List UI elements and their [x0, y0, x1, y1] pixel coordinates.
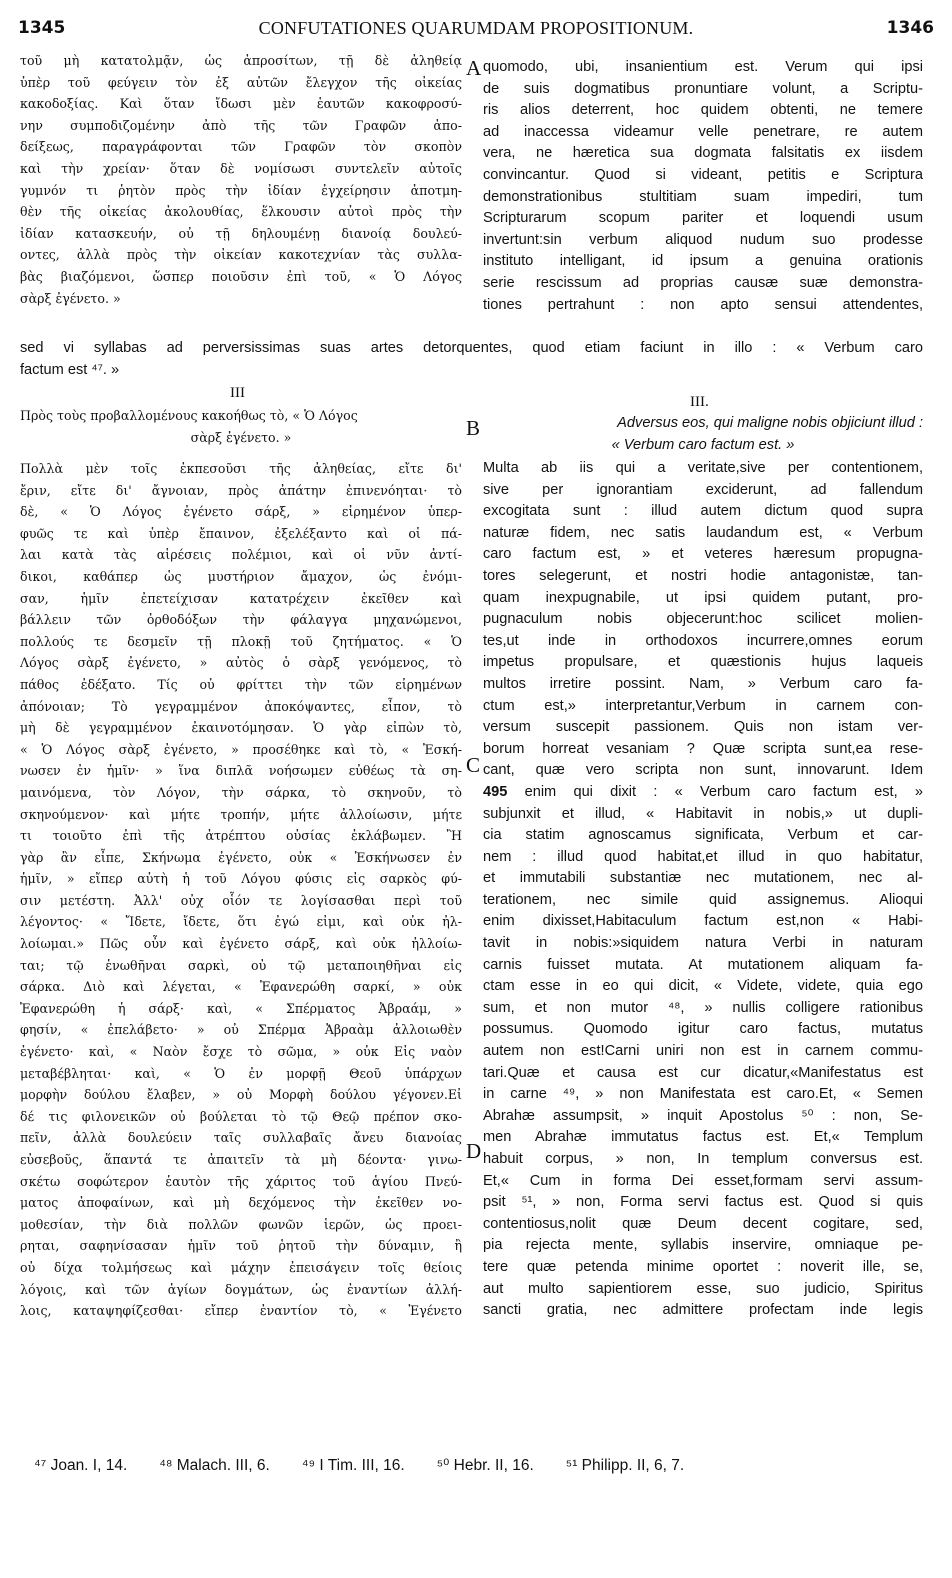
greek-text-line: σὰρξ ἐγένετο. » [20, 290, 121, 306]
greek-text-line: ται; τῷ ἑνωθῆναι σαρκὶ, οὐ τῷ μεταποιηθῆναι εἰς [20, 957, 462, 973]
latin-title-line: « Verbum caro factum est. » [611, 436, 795, 453]
latin-text-line: cia statim agnoscamus significata, Verbum et car- [483, 827, 923, 844]
greek-text-line: βάλλειν τῶν ὀρθοδόξων τὴν φάλαγγα μηχανώμενοι, [20, 612, 462, 628]
greek-text-line: μὴ δὲ γεγραμμένον ἐκαινοτόμησαν. Ὁ γὰρ εἰπὼν τὸ, [20, 720, 462, 736]
latin-text-line: possumus. Quomodo igitur caro factus, mutatus [483, 1021, 923, 1038]
footnote: ⁵⁰ Hebr. II, 16. [436, 1457, 534, 1474]
latin-section-number: III. [690, 394, 709, 410]
greek-text-line: πεῖν, ἀλλὰ δουλεύειν ταῖς συλλαβαῖς ἄνευ διανοίας [20, 1130, 462, 1146]
greek-text-line: σάρκα. Διὸ καὶ λέγεται, « Ἐφανερώθη σαρκί, » οὐκ [20, 979, 462, 995]
latin-text-line: tores selegerunt, et nostri hodie antagonistæ, tan- [483, 567, 923, 584]
full-text-line: sed vi syllabas ad perversissimas suas artes detorquentes, quod etiam faciunt in illo : « Verbum caro [20, 340, 923, 356]
greek-text-line: γυμνόν τι ῥητὸν πρὸς τὴν ἰδίαν ἐγχείρησιν ἀποτμη- [20, 182, 462, 198]
greek-text-line: εὐσεβοῦς, ἅπαντά τε ἀπαιτεῖν τὰ μὴ δέοντα· γινω- [20, 1152, 462, 1167]
latin-text-line: instituto intelligant, id ipsum a genuina orationis [483, 253, 923, 270]
latin-text-line: Abrahæ assumpsit, » inquit Apostolus ⁵⁰ : non, Se- [483, 1107, 923, 1124]
latin-text-line: convincantur. Quod si videant, petitis e Scriptura [483, 166, 923, 183]
greek-text-line: δικοι, καθάπερ ὡς μυστήριον ἄμαχον, ὡς ἐνόμι- [20, 568, 462, 584]
greek-text-line: φησίν, « ἐπελάβετο· » οὐ Σπέρμα Ἀβραὰμ ἀλλοιωθὲν [20, 1022, 462, 1038]
greek-text-line: ἀπόνοιαν; Τὸ γεγραμμένον ἀποκόψαντες, εἶπον, τὸ [20, 698, 462, 714]
latin-text-line: serie rescissum ad proprias causæ suæ demonstra- [483, 274, 923, 291]
footnote: ⁴⁸ Malach. III, 6. [159, 1457, 270, 1474]
left-page-number: 1345 [18, 18, 66, 38]
page-header [18, 18, 934, 44]
margin-marker-c: C [466, 753, 481, 777]
latin-text-line: caro factum est, » et veteres hæresum propugna- [483, 546, 923, 563]
running-title: CONFUTATIONES QUARUMDAM PROPOSITIONUM. [258, 18, 694, 38]
latin-text-line: Multa ab iis qui a veritate,sive per contentionem, [483, 460, 923, 476]
latin-text-line: demonstrationibus stultitiam suam impediri, tum [483, 188, 923, 205]
greek-section-number: III [230, 385, 245, 401]
greek-text-line: μορφὴν δούλου ἔλαβεν, » οὐ Μορφὴ δούλου γέγονεν.Εἰ [20, 1087, 462, 1103]
latin-section-title [483, 413, 923, 456]
greek-column-body [20, 458, 462, 1322]
greek-section-title [20, 405, 462, 448]
column-number: 495 [483, 783, 508, 800]
greek-text-line: οντες, ἀλλὰ πρὸς τὴν οἰκείαν κακοτεχνίαν τὰς συλλα- [20, 247, 462, 263]
latin-text-line: carnis fuisset mutata. At mutationem aliquam fa- [483, 956, 923, 973]
latin-text-line: sum, et non mutor ⁴⁸, » nullis colligere rationibus [483, 999, 923, 1016]
greek-text-line: λοις, καταψηφίζεσθαι· εἴπερ ἐναντίον τὸ, « Ἐγένετο [20, 1303, 462, 1319]
latin-text-line: de suis dogmatibus pronuntiare volunt, a Scriptu- [483, 80, 923, 97]
latin-text-line: aut multo sapientiorem esse, suo judicio, Spiritus [483, 1280, 923, 1297]
greek-text-line: Πολλὰ μὲν τοῖς ἐκπεσοῦσι τῆς ἀληθείας, εἴτε δι' [20, 461, 462, 476]
greek-text-line: καὶ τὴν χρείαν· ὅταν δὲ νομίσωσι συντελεῖν αὐτοῖς [20, 160, 462, 176]
latin-text-line: versum suscepit passionem. Quis non istam ver- [483, 719, 923, 736]
latin-text-line: tiones pertrahunt : non apto sensui attendentes, [483, 296, 923, 313]
greek-text-line: σκηνούμενον· καὶ μήτε τροπήν, μήτε ἀλλοίωσιν, μήτε [20, 806, 462, 822]
latin-text-line: enim dixisset,Habitaculum factum est,non « Habi- [483, 913, 923, 930]
greek-text-line: τι τοιοῦτο ἐπὶ τῆς ἀτρέπτου οὐσίας ἐκλάβωμεν. Ἢ [20, 828, 462, 844]
footnotes [34, 1456, 914, 1475]
latin-text-line: invertunt:sin verbum aliquod nudum suo prodesse [483, 231, 923, 248]
latin-text-line: ctam esse in eo qui dicit, « Videte, videte, quia ego [483, 978, 923, 995]
latin-text-line: habuit corpus, » non, In templum conversus est. [483, 1151, 923, 1167]
latin-text-line: subjunxit et illud, « Habitavit in nobis,» ut dupli- [483, 805, 923, 822]
greek-text-line: ρηται, σαφηνίσασαν ἡμῖν τοῦ ῥητοῦ τὴν δύναμιν, ἢ [20, 1238, 462, 1254]
latin-text-line: vera, ne hæretica sua dogmata falsitatis ex iisdem [483, 145, 923, 162]
greek-text-line: μαινόμενα, τὸν Λόγον, τὴν σάρκα, τὸ σκηνοῦν, τὸ [20, 784, 462, 800]
greek-text-line: δέ τις φιλονεικῶν οὐ βούλεται τὸ τῷ Θεῷ πρέπον σκο- [20, 1108, 462, 1124]
margin-marker-a: A [466, 56, 482, 80]
latin-text-line: men Abrahæ immutatus factus est. Et,« Templum [483, 1129, 923, 1146]
latin-text-line: tes,ut inde in orthodoxos incurrere,omnes eorum [483, 632, 923, 649]
greek-text-line: θὲν τῆς οἰκείας ἀκολουθίας, ἕλκουσιν αὐτοὶ πρὸς τὴν [20, 204, 462, 220]
latin-text-line: quam inexpugnabile, ut ipsi quidem putant, pro- [483, 589, 923, 606]
greek-title-line: Πρὸς τοὺς προβαλλομένους κακοήθως τὸ, « Ὁ Λόγος [20, 408, 358, 423]
greek-text-line: τοῦ μὴ κατατολμᾷν, ὡς ἀπροσίτων, τῇ δὲ ἀληθείᾳ [20, 53, 462, 68]
greek-text-line: μοθεσίαν, τὴν διὰ πολλῶν φωνῶν ἱερῶν, ὡς προει- [20, 1216, 462, 1232]
latin-title-line: Adversus eos, qui maligne nobis objiciunt illud : [617, 415, 923, 431]
latin-text-line: impetus propulsare, et quæstionis hujus laqueis [483, 654, 923, 671]
greek-text-line: πολλούς τε δεσμεῖν τῇ πλοκῇ τοῦ ζητήματος. « Ὁ [20, 633, 462, 649]
greek-text-line: βὰς βιαζόμενοι, ὥσπερ ποιοῦσιν ἐπὶ τοῦ, « Ὁ Λόγος [20, 268, 462, 284]
greek-text-line: λέγοντος· « Ἴδετε, ἴδετε, ὅτι ἐγώ εἰμι, καὶ οὐκ ἠλ- [20, 914, 462, 930]
full-text-line: factum est ⁴⁷. » [20, 361, 120, 378]
margin-marker-b: B [466, 416, 481, 440]
latin-column-body [483, 458, 923, 1322]
greek-text-line: ἰδίαν κατασκευήν, οὐ τῇ δηλουμένῃ διανοίᾳ δουλεύ- [20, 225, 462, 241]
latin-text-line: ad inaccessa videamur velle penetrare, re autem [483, 123, 923, 140]
latin-text-line: contentiosus,nolit quæ Deum decent cogitare, sed, [483, 1215, 923, 1232]
greek-text-line: κακοδοξίας. Καὶ ὅταν ἴδωσι μὲν ἑαυτῶν κακοφροσύ- [20, 96, 462, 112]
margin-marker-d: D [466, 1139, 482, 1163]
greek-text-line: γὰρ ἂν εἶπε, Σκήνωμα ἐγένετο, οὐκ « Ἐσκήνωσεν ἐν [20, 849, 462, 865]
latin-text-line: terationem, nec simile quid assignemus. Alioqui [483, 891, 923, 908]
footnote: ⁴⁹ I Tim. III, 16. [301, 1457, 405, 1474]
greek-text-line: νην συμποδιζομένην ἀπὸ τῆς τῶν Γραφῶν ἀπο- [20, 117, 462, 133]
latin-text-line: sive per ignorantiam exciderunt, ad fallendum [483, 481, 923, 498]
latin-text-line: tere quæ petenda minime oportet : noverit ille, se, [483, 1258, 923, 1275]
latin-text-line: sancti gratia, nec admittere profectam inde legis [483, 1302, 923, 1319]
greek-text-line: λοίωμαι.» Πῶς οὖν καὶ ἐγένετο σάρξ, καὶ οὐκ ἠλλοίω- [20, 936, 462, 952]
greek-text-line: φυῶς τε καὶ ὑπὲρ ἔπαινον, ἐξελέξαντο καὶ οἱ πά- [20, 525, 462, 541]
greek-column-top [20, 50, 462, 309]
greek-text-line: οὐ δίχα τολμήσεως καὶ μάχην ἐπεισάγειν τοῖς θείοις [20, 1259, 462, 1275]
greek-text-line: ἔριν, εἴτε δι' ἄγνοιαν, πρὸς ἀπάτην ἐπινενόηται· τὸ [20, 482, 462, 498]
greek-text-line: « Ὁ Λόγος σὰρξ ἐγένετο, » προσέθηκε καὶ τὸ, « Ἐσκή- [20, 741, 462, 757]
latin-text-line: nem : illud quod habitat,et illud in quo habitatur, [483, 848, 923, 865]
latin-text-line: in carne ⁴⁹, » non Manifestata est caro.Et, « Semen [483, 1086, 923, 1103]
greek-text-line: δὲ, « Ὁ Λόγος ἐγένετο σάρξ, » εἰρημένον ὑπερ- [20, 504, 462, 520]
latin-text-line: Et,« Cum in forma Dei esset,formam servi assum- [483, 1172, 923, 1189]
greek-text-line: ἡμῖν, » εἴπερ αὐτὴ ἡ τοῦ Λόγου φύσις εἰς σαρκὸς φύ- [20, 871, 462, 887]
greek-text-line: σκέτω σοφώτερον ἑαυτὸν τῆς χάριτος τοῦ ἁγίου Πνεύ- [20, 1173, 462, 1189]
footnote: ⁵¹ Philipp. II, 6, 7. [565, 1457, 685, 1474]
greek-text-line: ὑπὲρ τοῦ φεύγειν τὸν ἐξ αὐτῶν ἔλεγχον τῆς οἰκείας [20, 74, 462, 90]
greek-text-line: ματος ἀποφαίνων, καὶ μὴ δεχόμενος τὴν ἐκεῖθεν νο- [20, 1195, 462, 1211]
greek-text-line: νωσεν ἐν ἡμῖν· » ἵνα διπλᾶ νοήσωμεν εὐθέως τὰ ση- [20, 763, 462, 779]
greek-text-line: ἐγένετο· καὶ, « Ναὸν ἔσχε τὸ σῶμα, » οὐκ Εἰς ναὸν [20, 1044, 462, 1060]
greek-text-line: σαν, ἡμῖν ἐπετείχισαν κατατρέχειν ἐκεῖθεν καὶ [20, 590, 462, 606]
greek-text-line: πάθος ἐδέξατο. Τίς οὐ φρίττει τὴν τῶν εἰρημένων [20, 676, 462, 692]
latin-text-line: pia rejecta mente, syllabis inservire, omniaque pe- [483, 1237, 923, 1254]
latin-text-line: tavit in nobis:»siquidem natura Verbi in naturam [483, 935, 923, 952]
greek-text-line: λαι κατὰ τὰς αἱρέσεις πολέμιοι, καὶ οἱ νῦν ἀντί- [20, 547, 462, 563]
latin-column-top [483, 57, 923, 316]
footnote: ⁴⁷ Joan. I, 14. [34, 1457, 128, 1474]
latin-text-line: ris alios deterrent, hoc quidem obtenti, ne temere [483, 102, 923, 119]
greek-text-line: σιν μετέστη. Ἀλλ' οὐχ οἷόν τε λογίσασθαι περὶ τοῦ [20, 892, 462, 908]
latin-text-line: 495 enim qui dixit : « Verbum caro factum est, » [483, 783, 923, 800]
latin-text-line: autem non est!Carni uniri non est in carnem commu- [483, 1043, 923, 1060]
greek-text-line: δείξεως, παραγράφονται τῶν Γραφῶν τὸν σκοπὸν [20, 139, 462, 155]
latin-text-line: ctum est,» interpretantur,Verbum in carnem con- [483, 697, 923, 714]
right-page-number: 1346 [886, 18, 934, 38]
greek-text-line: Λόγος σὰρξ ἐγένετο, » αὐτὸς ὁ σὰρξ γενόμενος, τὸ [20, 655, 462, 671]
latin-text-line: multos irretire possint. Nam, » Verbum caro fa- [483, 675, 923, 692]
latin-text-line: Scripturarum scopum pariter et loquendi usum [483, 210, 923, 227]
latin-text-line: pugnaculum nobis objecerunt:hoc scilicet molien- [483, 611, 923, 628]
greek-text-line: Ἐφανερώθη ἡ σάρξ· καὶ, « Σπέρματος Ἀβραάμ, » [20, 1000, 462, 1016]
latin-text-line: excogitata sunt : illud autem dictum quod supra [483, 503, 923, 520]
latin-text-line: cant, quæ vero scripta non sunt, innovarunt. Idem [483, 762, 923, 779]
latin-text-line: quomodo, ubi, insanientium est. Verum qui ipsi [483, 59, 923, 75]
greek-title-line: σὰρξ ἐγένετο. » [190, 429, 292, 445]
full-width-text [20, 338, 923, 381]
latin-text-line: tari.Quæ et causa est cur dicatur,«Manifestatus est [483, 1064, 923, 1081]
latin-text-line: psit ⁵¹, » non, Forma servi factus est. Quod si quis [483, 1194, 923, 1211]
latin-text-line: borum horreat vesaniam ? Quæ scripta sunt,ea rese- [483, 740, 923, 757]
greek-text-line: λόγοις, καὶ τῶν ἁγίων δογμάτων, ὡς ἐναντίων ἀλλή- [20, 1281, 462, 1297]
latin-text-line: naturæ fidem, nec satis laudandum est, « Verbum [483, 524, 923, 541]
greek-text-line: μεταβέβληται· καὶ, « Ὁ ἐν μορφῇ Θεοῦ ὑπάρχων [20, 1065, 462, 1081]
latin-text-line: et immutabili substantiæ nec mutationem, nec al- [483, 870, 923, 887]
